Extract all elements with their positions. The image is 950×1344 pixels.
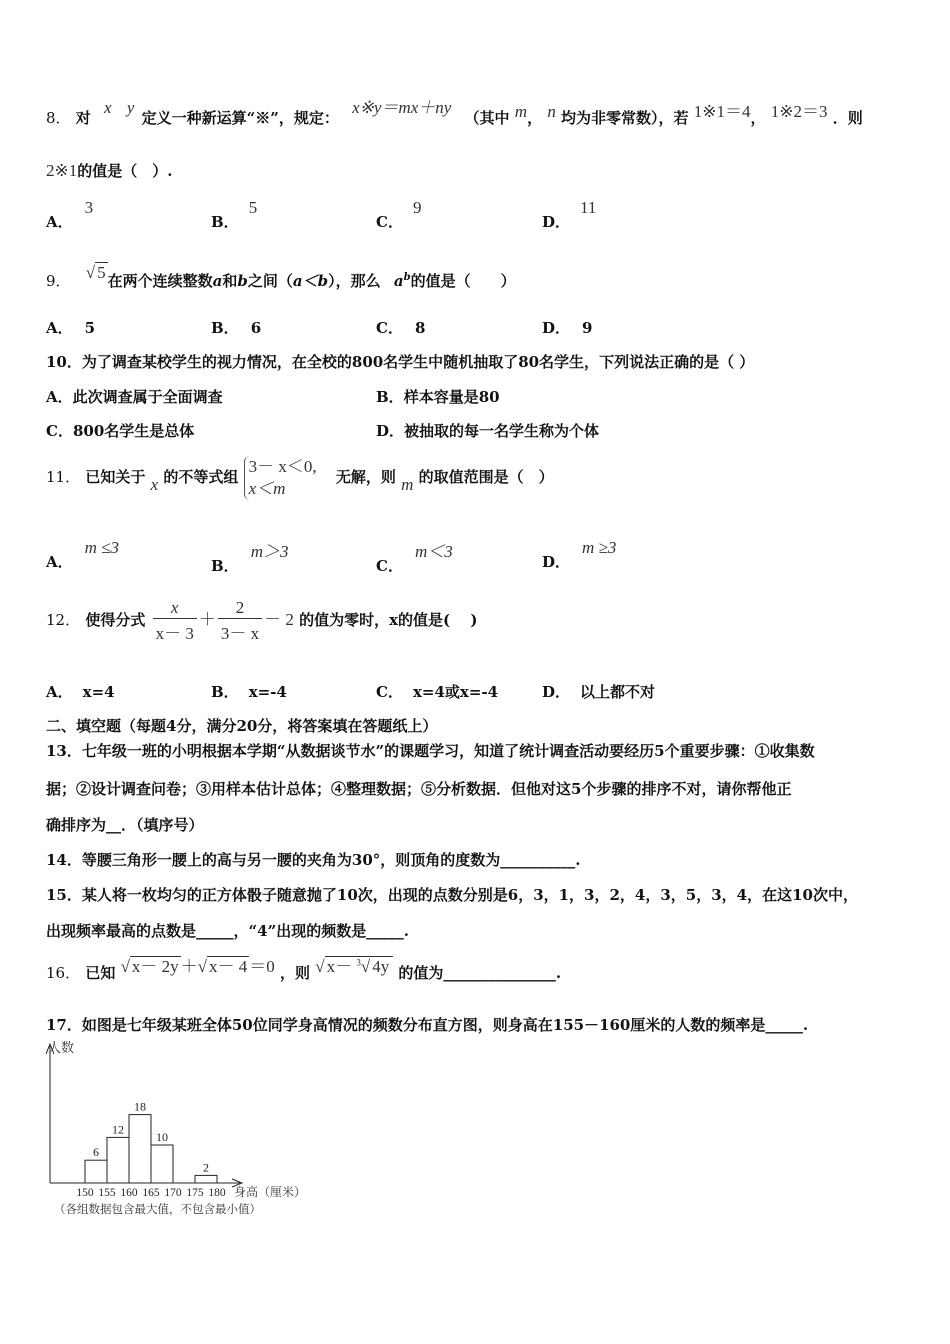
question-17: 17．如图是七年级某班全体50位同学身高情况的频数分布直方图，则身高在155－160厘米的人数的频率是_____. <box>46 1016 809 1034</box>
var-y: y <box>126 98 135 117</box>
var-x: x <box>150 475 159 494</box>
option-b[interactable] <box>211 317 261 338</box>
option-c[interactable] <box>376 198 422 232</box>
text: 均为非零常数），若 <box>561 109 689 127</box>
var-m: m <box>401 475 414 494</box>
text: ，则 <box>280 964 311 982</box>
question-8 <box>46 98 863 128</box>
var-m: m <box>514 102 528 121</box>
text: 的取值范围是（ ） <box>418 468 554 486</box>
option-value: m ≥3 <box>582 538 617 557</box>
option-label: A． <box>46 553 73 571</box>
var-x: x <box>104 98 112 117</box>
power-exponent: b <box>403 272 411 283</box>
text: 的不等式组 <box>163 468 239 486</box>
text: ， <box>527 109 543 127</box>
option-d[interactable] <box>542 317 592 338</box>
option-value: x=4或x=-4 <box>412 683 499 701</box>
option-b[interactable] <box>211 681 287 702</box>
text: 在两个连续整数 <box>107 272 213 290</box>
inequality-line-1: 3－ x＜0, <box>248 457 317 476</box>
option-a[interactable] <box>46 681 115 702</box>
option-d[interactable] <box>542 198 597 232</box>
option-a[interactable] <box>46 538 119 572</box>
option-value: 3 <box>84 198 94 217</box>
question-10: 10．为了调查某校学生的视力情况，在全校的800名学生中随机抽取了80名学生，下列说法正确的是（ ） <box>46 353 755 371</box>
option-label: C． <box>376 213 403 231</box>
option-label: C． <box>376 319 403 337</box>
option-value: 5 <box>248 198 258 217</box>
x-tick-label: 160 <box>120 1187 138 1199</box>
option-label: A． <box>46 213 73 231</box>
option-value: 5 <box>84 319 96 337</box>
inequality: a＜b <box>292 272 329 290</box>
text: 和 <box>222 272 238 290</box>
question-9 <box>46 263 516 291</box>
option-label: A． <box>46 388 73 406</box>
cube-radicand: 4y <box>372 957 390 976</box>
option-label: B． <box>376 388 404 406</box>
option-label: C． <box>376 683 403 701</box>
x-tick-label: 165 <box>142 1187 160 1199</box>
x-tick-label: 175 <box>186 1187 204 1199</box>
option-value: 被抽取的每一名学生称为个体 <box>404 422 600 440</box>
text: （其中 <box>464 109 510 127</box>
y-axis-label: 人数 <box>48 1040 75 1055</box>
fraction-1 <box>153 598 197 644</box>
minus-two: － 2 <box>264 610 294 629</box>
question-13-line1: 13．七年级一班的小明根据本学期“从数据谈节水”的课题学习，知道了统计调查活动要经历5个重要步骤：①收集数 <box>46 742 815 760</box>
option-value: 11 <box>580 198 597 217</box>
x-tick-label: 155 <box>98 1187 116 1199</box>
radicand-part: x－ <box>326 957 353 976</box>
option-label: D． <box>542 553 571 571</box>
question-number: 16． <box>46 964 81 982</box>
radicand: x－ 2y <box>131 957 179 976</box>
option-a[interactable] <box>46 198 94 232</box>
question-number: 9． <box>46 272 71 290</box>
question-16 <box>46 958 561 983</box>
plus-sign: ＋ <box>180 957 198 976</box>
histogram-chart <box>40 1036 370 1226</box>
question-number: 8． <box>46 109 71 127</box>
sqrt-expression: √ 5 <box>85 263 106 282</box>
power-base: a <box>393 272 404 290</box>
option-label: B． <box>211 683 239 701</box>
bar-value-label: 6 <box>93 1145 99 1160</box>
fraction-2 <box>218 598 262 644</box>
text: ， <box>750 109 766 127</box>
radicand: x－ $^3$√ 4y <box>325 956 394 976</box>
text: 定义一种新运算“※”，规定： <box>141 109 339 127</box>
inequality-system <box>244 456 317 500</box>
option-d[interactable] <box>542 538 617 572</box>
x-tick-label: 150 <box>76 1187 94 1199</box>
option-value: 样本容量是80 <box>403 388 500 406</box>
definition-formula: x※y＝mx＋ny <box>352 98 452 117</box>
var-n: n <box>547 102 556 121</box>
sqrt-expression-3: √ x－ $^3$√ 4y <box>315 957 393 976</box>
option-a[interactable] <box>46 386 223 407</box>
histogram-bar <box>85 1160 107 1183</box>
sqrt-expression-1: √ x－ 2y <box>120 957 179 976</box>
option-value: m＞3 <box>250 542 289 561</box>
question-number: 12． <box>46 611 81 629</box>
option-c[interactable] <box>376 681 498 702</box>
cube-root-index: 3 <box>356 957 361 968</box>
option-value: x=-4 <box>248 683 287 701</box>
x-tick-label: 170 <box>164 1187 182 1199</box>
question-14: 14．等腰三角形一腰上的高与另一腰的夹角为30°，则顶角的度数为__________. <box>46 851 581 869</box>
option-label: B． <box>211 557 239 575</box>
option-d[interactable] <box>376 420 599 441</box>
text: 无解，则 <box>335 468 396 486</box>
option-b[interactable] <box>376 386 500 407</box>
option-label: A． <box>46 683 73 701</box>
option-label: B． <box>211 213 239 231</box>
condition-2: 1※2＝3 <box>770 102 828 121</box>
inequality-line-2: x＜m <box>248 479 286 498</box>
option-value: 9 <box>412 198 422 217</box>
option-label: D． <box>376 422 405 440</box>
option-label: B． <box>211 319 239 337</box>
section-heading: 二、填空题（每题4分，满分20分，将答案填在答题纸上） <box>46 717 438 735</box>
fraction-numerator: 2 <box>218 598 262 619</box>
text: 已知关于 <box>85 468 146 486</box>
option-c[interactable] <box>46 420 194 441</box>
bar-value-label: 2 <box>203 1160 209 1175</box>
option-value: 此次调查属于全面调查 <box>72 388 223 406</box>
fraction-denominator: 3－ x <box>220 624 260 643</box>
chart-note: （各组数据包含最大值，不包含最小值） <box>54 1204 261 1216</box>
question-number: 11． <box>46 468 81 486</box>
histogram-bar <box>195 1175 217 1183</box>
text: 的值是（ ） <box>410 272 516 290</box>
option-value: 9 <box>582 319 593 337</box>
histogram-bar <box>151 1145 173 1183</box>
bar-value-label: 12 <box>112 1122 124 1137</box>
option-value: 8 <box>414 319 426 337</box>
option-value: 以上都不对 <box>580 683 656 701</box>
bar-value-label: 10 <box>156 1130 168 1144</box>
option-b[interactable] <box>211 198 258 232</box>
option-value: m ≤3 <box>84 538 119 557</box>
question-11 <box>46 456 554 500</box>
question-13-line2: 据；②设计调查问卷；③用样本估计总体；④整理数据；⑤分析数据．但他对这5个步骤的排序不对，请你帮他正 <box>46 780 792 798</box>
option-label: C． <box>376 557 403 575</box>
question-8-line2 <box>46 160 172 181</box>
text: ），那么 <box>328 272 381 290</box>
option-b[interactable] <box>211 542 289 576</box>
option-value: m＜3 <box>414 542 453 561</box>
question-15-line1: 15．某人将一枚均匀的正方体骰子随意抛了10次，出现的点数分别是6，3，1，3，2，4，3，5，3，4，在这10次中， <box>46 886 858 904</box>
option-d[interactable] <box>542 681 655 702</box>
radicand: 5 <box>97 263 106 282</box>
question-12 <box>46 598 477 644</box>
text: 的值为零时，x的值是( ) <box>299 611 478 629</box>
var-a: a <box>212 272 223 290</box>
option-value: 6 <box>250 319 262 337</box>
histogram-bar <box>129 1115 151 1183</box>
histogram-bar <box>107 1137 129 1183</box>
expression: 2※1 <box>46 161 78 180</box>
x-tick-label: 180 <box>208 1187 226 1199</box>
text: ．则 <box>832 109 863 127</box>
bar-value-label: 18 <box>134 1099 146 1114</box>
radicand: x－ 4 <box>209 957 248 976</box>
option-value: 800名学生是总体 <box>72 422 195 440</box>
text: 的值是（ ）. <box>77 162 173 180</box>
option-value: x=4 <box>82 683 115 701</box>
text: 之间（ <box>247 272 293 290</box>
x-axis-label: 身高（厘米） <box>234 1185 307 1199</box>
question-15-line2: 出现频率最高的点数是_____，“4”出现的频数是_____. <box>46 922 409 940</box>
plus-sign: ＋ <box>198 610 216 629</box>
option-label: D． <box>542 213 571 231</box>
sqrt-expression-2: √ x－ 4 <box>197 957 248 976</box>
option-c[interactable] <box>376 317 425 338</box>
fraction-denominator: x－ 3 <box>155 624 194 643</box>
power-expression <box>394 272 411 290</box>
equals-zero: ＝0 <box>249 957 275 976</box>
condition-1: 1※1＝4 <box>693 102 751 121</box>
option-label: D． <box>542 683 571 701</box>
var-b: b <box>237 272 248 290</box>
option-a[interactable] <box>46 317 95 338</box>
text: 对 <box>75 109 91 127</box>
text: 已知 <box>85 964 116 982</box>
fraction-numerator: x <box>153 598 197 619</box>
option-c[interactable] <box>376 542 453 576</box>
option-label: D． <box>542 319 571 337</box>
option-label: C． <box>46 422 73 440</box>
question-13-line3: 确排序为__．（填序号） <box>46 816 204 834</box>
option-label: A． <box>46 319 73 337</box>
text: 的值为_______________. <box>398 964 562 982</box>
text: 使得分式 <box>85 611 146 629</box>
